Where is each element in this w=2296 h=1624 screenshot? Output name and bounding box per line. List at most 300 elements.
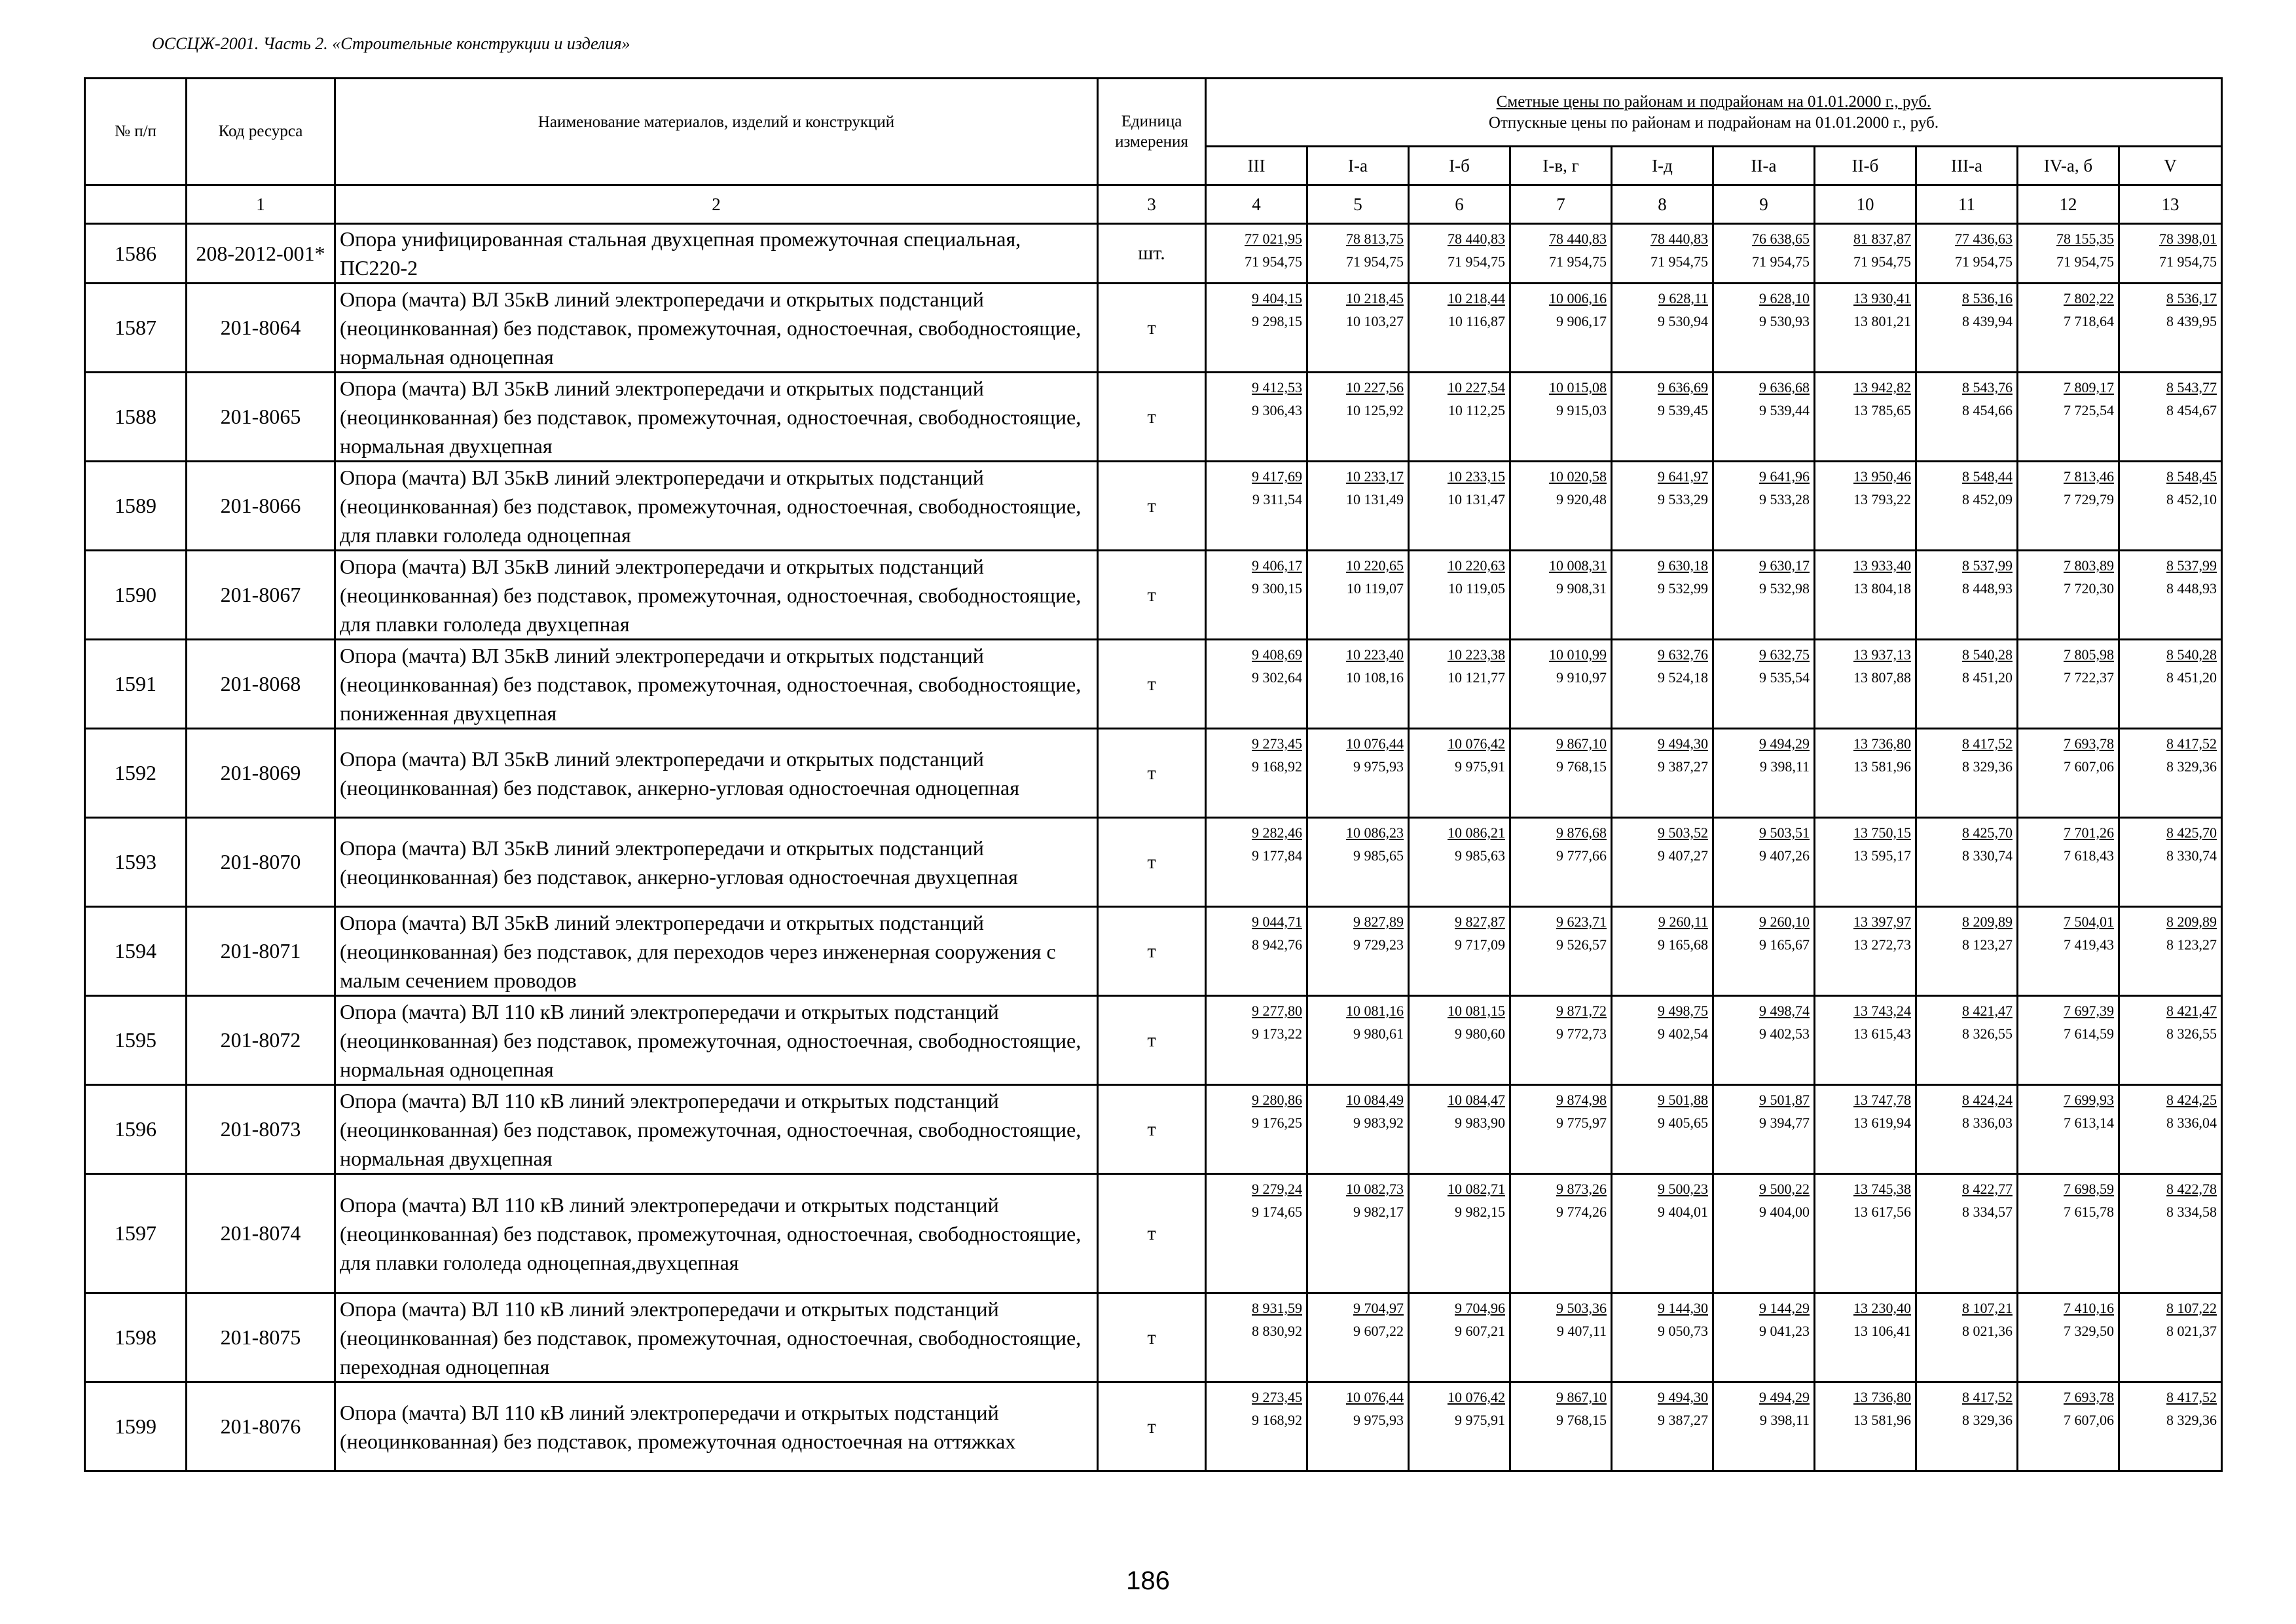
release-price: 9 311,54 (1252, 491, 1302, 507)
estimated-price: 9 277,80 (1252, 1003, 1302, 1019)
estimated-price: 13 937,13 (1853, 646, 1911, 663)
item-name: Опора (мачта) ВЛ 110 кВ линий электропередачи и открытых подстанций (неоцинкованная) без подставок, промежуточная, одностоечная, свободностоящие, для плавки гололеда одноцепная,двухцепная (335, 1174, 1098, 1293)
unit-of-measure: т (1098, 284, 1206, 373)
release-price: 10 131,47 (1448, 491, 1505, 507)
release-price: 7 614,59 (2064, 1025, 2114, 1042)
table-row (85, 284, 2222, 373)
price-cell (1206, 551, 1307, 640)
region-header: IV-а, б (2018, 147, 2119, 185)
page-header: ОССЦЖ-2001. Часть 2. «Строительные конструкции и изделия» (152, 34, 630, 53)
estimated-price: 7 805,98 (2064, 646, 2114, 663)
release-price: 9 983,92 (1353, 1115, 1404, 1131)
price-cell (1612, 462, 1713, 551)
release-price: 8 942,76 (1252, 936, 1302, 953)
estimated-price: 9 501,88 (1658, 1092, 1708, 1108)
release-price: 10 131,49 (1346, 491, 1404, 507)
row-number: 1595 (85, 996, 187, 1085)
estimated-price: 9 501,87 (1759, 1092, 1810, 1108)
price-cell (1307, 551, 1409, 640)
column-number: 2 (335, 185, 1098, 224)
release-price: 9 975,91 (1455, 1412, 1505, 1428)
estimated-price: 7 693,78 (2064, 735, 2114, 752)
estimated-price: 9 871,72 (1556, 1003, 1607, 1019)
estimated-price: 9 260,11 (1658, 913, 1708, 930)
unit-of-measure: т (1098, 1382, 1206, 1471)
release-price: 9 768,15 (1556, 1412, 1607, 1428)
estimated-price: 76 638,65 (1752, 231, 1810, 247)
table-row (85, 907, 2222, 996)
release-price: 9 402,53 (1759, 1025, 1810, 1042)
page-number: 186 (1126, 1566, 1170, 1595)
estimated-price: 8 543,77 (2166, 379, 2217, 396)
region-header: I-а (1307, 147, 1409, 185)
release-price: 9 772,73 (1556, 1025, 1607, 1042)
table-row (85, 818, 2222, 907)
price-cell (1916, 818, 2018, 907)
release-price: 10 125,92 (1346, 402, 1404, 418)
estimated-price: 78 440,83 (1549, 231, 1607, 247)
release-price: 13 615,43 (1853, 1025, 1911, 1042)
estimated-price: 13 747,78 (1853, 1092, 1911, 1108)
unit-of-measure: т (1098, 996, 1206, 1085)
estimated-price: 8 931,59 (1252, 1300, 1302, 1316)
release-price: 9 532,98 (1759, 580, 1810, 597)
estimated-price: 8 417,52 (1962, 735, 2013, 752)
price-cell (2018, 1293, 2119, 1382)
release-price: 13 581,96 (1853, 1412, 1911, 1428)
estimated-price: 78 155,35 (2056, 231, 2114, 247)
release-price: 8 329,36 (1962, 1412, 2013, 1428)
estimated-price: 7 693,78 (2064, 1389, 2114, 1405)
release-price: 71 954,75 (1853, 253, 1911, 270)
estimated-price: 81 837,87 (1853, 231, 1911, 247)
release-price: 8 336,04 (2166, 1115, 2217, 1131)
price-cell (1713, 1382, 1815, 1471)
price-cell (1815, 818, 1916, 907)
header-prices-otpusk: Отпускные цены по районам и подрайонам на 01.01.2000 г., руб. (1488, 113, 1939, 132)
estimated-price: 9 494,30 (1658, 735, 1708, 752)
release-price: 13 617,56 (1853, 1204, 1911, 1220)
price-cell (1815, 373, 1916, 462)
estimated-price: 10 015,08 (1549, 379, 1607, 396)
price-cell (1815, 640, 1916, 729)
price-cell (1815, 1293, 1916, 1382)
price-cell (1206, 1293, 1307, 1382)
release-price: 71 954,75 (2056, 253, 2114, 270)
release-price: 9 405,65 (1658, 1115, 1708, 1131)
estimated-price: 8 536,17 (2166, 290, 2217, 306)
release-price: 9 398,11 (1759, 1412, 1810, 1428)
column-number: 12 (2018, 185, 2119, 224)
price-cell (2119, 818, 2222, 907)
price-cell (1713, 284, 1815, 373)
estimated-price: 7 698,59 (2064, 1181, 2114, 1197)
estimated-price: 9 641,96 (1759, 468, 1810, 485)
estimated-price: 10 084,49 (1346, 1092, 1404, 1108)
column-number: 5 (1307, 185, 1409, 224)
release-price: 9 729,23 (1353, 936, 1404, 953)
price-cell (1510, 818, 1612, 907)
release-price: 8 326,55 (1962, 1025, 2013, 1042)
estimated-price: 8 107,21 (1962, 1300, 2013, 1316)
price-cell (2119, 551, 2222, 640)
release-price: 13 785,65 (1853, 402, 1911, 418)
price-cell (2119, 996, 2222, 1085)
column-number: 6 (1409, 185, 1510, 224)
release-price: 9 920,48 (1556, 491, 1607, 507)
unit-of-measure: т (1098, 640, 1206, 729)
row-number: 1596 (85, 1085, 187, 1174)
price-cell (1916, 551, 2018, 640)
price-cell (1206, 1382, 1307, 1471)
estimated-price: 9 873,26 (1556, 1181, 1607, 1197)
estimated-price: 10 227,56 (1346, 379, 1404, 396)
table-row (85, 373, 2222, 462)
estimated-price: 13 942,82 (1853, 379, 1911, 396)
price-cell (1916, 640, 2018, 729)
release-price: 9 985,65 (1353, 847, 1404, 864)
release-price: 9 777,66 (1556, 847, 1607, 864)
estimated-price: 78 398,01 (2159, 231, 2217, 247)
price-cell (1713, 462, 1815, 551)
estimated-price: 9 827,87 (1455, 913, 1505, 930)
estimated-price: 10 082,73 (1346, 1181, 1404, 1197)
price-cell (2119, 462, 2222, 551)
price-cell (1307, 462, 1409, 551)
release-price: 9 908,31 (1556, 580, 1607, 597)
price-cell (2018, 907, 2119, 996)
estimated-price: 8 536,16 (1962, 290, 2013, 306)
release-price: 8 439,94 (1962, 313, 2013, 329)
release-price: 9 607,21 (1455, 1323, 1505, 1339)
price-cell (1612, 640, 1713, 729)
release-price: 8 452,10 (2166, 491, 2217, 507)
estimated-price: 9 636,69 (1658, 379, 1708, 396)
row-number: 1590 (85, 551, 187, 640)
price-cell (2018, 1382, 2119, 1471)
price-cell (1713, 551, 1815, 640)
price-cell (1510, 551, 1612, 640)
release-price: 8 021,37 (2166, 1323, 2217, 1339)
release-price: 9 975,93 (1353, 758, 1404, 775)
column-number: 4 (1206, 185, 1307, 224)
price-cell (1307, 1293, 1409, 1382)
estimated-price: 9 500,22 (1759, 1181, 1810, 1197)
resource-code: 201-8066 (187, 462, 335, 551)
price-cell (1206, 729, 1307, 818)
estimated-price: 10 220,63 (1448, 557, 1505, 574)
table-row (85, 1382, 2222, 1471)
estimated-price: 10 008,31 (1549, 557, 1607, 574)
estimated-price: 8 417,52 (1962, 1389, 2013, 1405)
price-cell (1206, 996, 1307, 1085)
row-number: 1589 (85, 462, 187, 551)
estimated-price: 9 044,71 (1252, 913, 1302, 930)
header-prices-smeta: Сметные цены по районам и подрайонам на 01.01.2000 г., руб. (1496, 93, 1931, 111)
header-num: № п/п (85, 79, 187, 185)
price-cell (1612, 1174, 1713, 1293)
release-price: 9 533,29 (1658, 491, 1708, 507)
release-price: 10 103,27 (1346, 313, 1404, 329)
release-price: 9 407,11 (1556, 1323, 1607, 1339)
price-cell (1206, 284, 1307, 373)
release-price: 9 980,61 (1353, 1025, 1404, 1042)
price-cell (1815, 729, 1916, 818)
estimated-price: 10 006,16 (1549, 290, 1607, 306)
price-cell (1815, 1174, 1916, 1293)
release-price: 9 985,63 (1455, 847, 1505, 864)
estimated-price: 10 223,38 (1448, 646, 1505, 663)
price-cell (1612, 284, 1713, 373)
item-name: Опора (мачта) ВЛ 35кВ линий электропередачи и открытых подстанций (неоцинкованная) без подставок, промежуточная, одностоечная, свободностоящие, пониженная двухцепная (335, 640, 1098, 729)
release-price: 9 168,92 (1252, 758, 1302, 775)
price-cell (1206, 462, 1307, 551)
release-price: 8 451,20 (2166, 669, 2217, 686)
price-cell (1612, 224, 1713, 284)
price-cell (1307, 1085, 1409, 1174)
estimated-price: 9 503,52 (1658, 824, 1708, 841)
release-price: 9 173,22 (1252, 1025, 1302, 1042)
release-price: 9 975,91 (1455, 758, 1505, 775)
estimated-price: 13 750,15 (1853, 824, 1911, 841)
release-price: 10 119,07 (1346, 580, 1404, 597)
price-cell (1510, 462, 1612, 551)
estimated-price: 8 209,89 (2166, 913, 2217, 930)
release-price: 13 801,21 (1853, 313, 1911, 329)
estimated-price: 8 422,77 (1962, 1181, 2013, 1197)
price-cell (1916, 373, 2018, 462)
unit-of-measure: т (1098, 373, 1206, 462)
unit-of-measure: т (1098, 729, 1206, 818)
estimated-price: 7 803,89 (2064, 557, 2114, 574)
item-name: Опора (мачта) ВЛ 35кВ линий электропередачи и открытых подстанций (неоцинкованная) без подставок, анкерно-угловая одностоечная одноцепная (335, 729, 1098, 818)
estimated-price: 7 699,93 (2064, 1092, 2114, 1108)
release-price: 10 116,87 (1448, 313, 1505, 329)
price-cell (1916, 224, 2018, 284)
column-number-blank (85, 185, 187, 224)
price-cell (2119, 729, 2222, 818)
estimated-price: 9 494,30 (1658, 1389, 1708, 1405)
release-price: 9 407,27 (1658, 847, 1708, 864)
estimated-price: 10 010,99 (1549, 646, 1607, 663)
price-cell (1916, 1085, 2018, 1174)
estimated-price: 10 086,21 (1448, 824, 1505, 841)
estimated-price: 9 408,69 (1252, 646, 1302, 663)
release-price: 7 607,06 (2064, 758, 2114, 775)
price-cell (2119, 1174, 2222, 1293)
unit-of-measure: шт. (1098, 224, 1206, 284)
price-cell (1815, 224, 1916, 284)
table-row (85, 462, 2222, 551)
unit-of-measure: т (1098, 1085, 1206, 1174)
release-price: 8 123,27 (2166, 936, 2217, 953)
release-price: 8 439,95 (2166, 313, 2217, 329)
price-cell (1713, 224, 1815, 284)
item-name: Опора унифицированная стальная двухцепная промежуточная специальная, ПС220-2 (335, 224, 1098, 284)
column-number: 11 (1916, 185, 2018, 224)
price-cell (1307, 729, 1409, 818)
price-cell (1510, 1382, 1612, 1471)
unit-of-measure: т (1098, 818, 1206, 907)
header-code: Код ресурса (187, 79, 335, 185)
release-price: 7 615,78 (2064, 1204, 2114, 1220)
estimated-price: 9 260,10 (1759, 913, 1810, 930)
release-price: 7 718,64 (2064, 313, 2114, 329)
estimated-price: 9 494,29 (1759, 735, 1810, 752)
column-number: 3 (1098, 185, 1206, 224)
price-cell (1307, 996, 1409, 1085)
estimated-price: 9 704,97 (1353, 1300, 1404, 1316)
resource-code: 201-8073 (187, 1085, 335, 1174)
release-price: 71 954,75 (1245, 253, 1302, 270)
estimated-price: 9 417,69 (1252, 468, 1302, 485)
price-cell (1916, 284, 2018, 373)
estimated-price: 7 809,17 (2064, 379, 2114, 396)
release-price: 8 021,36 (1962, 1323, 2013, 1339)
estimated-price: 9 273,45 (1252, 1389, 1302, 1405)
resource-code: 201-8074 (187, 1174, 335, 1293)
price-cell (1409, 1382, 1510, 1471)
region-header: II-а (1713, 147, 1815, 185)
release-price: 8 454,67 (2166, 402, 2217, 418)
price-cell (2119, 284, 2222, 373)
price-cell (1612, 373, 1713, 462)
header-prices (1206, 79, 2222, 147)
price-cell (1510, 373, 1612, 462)
estimated-price: 78 440,83 (1650, 231, 1708, 247)
estimated-price: 10 076,44 (1346, 1389, 1404, 1405)
release-price: 13 581,96 (1853, 758, 1911, 775)
price-cell (1409, 907, 1510, 996)
estimated-price: 7 701,26 (2064, 824, 2114, 841)
column-number: 10 (1815, 185, 1916, 224)
resource-code: 201-8064 (187, 284, 335, 373)
price-cell (1815, 907, 1916, 996)
price-cell (1307, 907, 1409, 996)
release-price: 9 982,17 (1353, 1204, 1404, 1220)
estimated-price: 77 436,63 (1955, 231, 2013, 247)
unit-of-measure: т (1098, 462, 1206, 551)
price-cell (2018, 640, 2119, 729)
release-price: 8 334,57 (1962, 1204, 2013, 1220)
estimated-price: 13 743,24 (1853, 1003, 1911, 1019)
estimated-price: 10 084,47 (1448, 1092, 1505, 1108)
estimated-price: 13 950,46 (1853, 468, 1911, 485)
release-price: 9 983,90 (1455, 1115, 1505, 1131)
estimated-price: 8 107,22 (2166, 1300, 2217, 1316)
item-name: Опора (мачта) ВЛ 35кВ линий электропередачи и открытых подстанций (неоцинкованная) без подставок, промежуточная, одностоечная, свободностоящие, для плавки гололеда двухцепная (335, 551, 1098, 640)
estimated-price: 9 503,36 (1556, 1300, 1607, 1316)
price-cell (1307, 818, 1409, 907)
release-price: 7 729,79 (2064, 491, 2114, 507)
price-cell (2119, 1382, 2222, 1471)
estimated-price: 9 867,10 (1556, 735, 1607, 752)
estimated-price: 8 425,70 (2166, 824, 2217, 841)
price-cell (1713, 373, 1815, 462)
release-price: 9 768,15 (1556, 758, 1607, 775)
estimated-price: 10 076,42 (1448, 735, 1505, 752)
price-cell (2119, 1293, 2222, 1382)
price-cell (2119, 640, 2222, 729)
price-cell (1409, 284, 1510, 373)
table-row (85, 551, 2222, 640)
estimated-price: 9 630,18 (1658, 557, 1708, 574)
release-price: 9 533,28 (1759, 491, 1810, 507)
table-row (85, 640, 2222, 729)
price-cell (1206, 818, 1307, 907)
price-cell (1307, 284, 1409, 373)
unit-of-measure: т (1098, 907, 1206, 996)
release-price: 71 954,75 (2159, 253, 2217, 270)
release-price: 13 272,73 (1853, 936, 1911, 953)
estimated-price: 9 494,29 (1759, 1389, 1810, 1405)
estimated-price: 8 424,25 (2166, 1092, 2217, 1108)
release-price: 8 329,36 (2166, 758, 2217, 775)
release-price: 71 954,75 (1955, 253, 2013, 270)
unit-of-measure: т (1098, 551, 1206, 640)
estimated-price: 9 874,98 (1556, 1092, 1607, 1108)
region-header: III-а (1916, 147, 2018, 185)
estimated-price: 9 503,51 (1759, 824, 1810, 841)
estimated-price: 8 540,28 (1962, 646, 2013, 663)
price-cell (1815, 996, 1916, 1085)
price-cell (1409, 729, 1510, 818)
price-cell (1510, 907, 1612, 996)
price-cell (1206, 1174, 1307, 1293)
release-price: 71 954,75 (1650, 253, 1708, 270)
region-header: I-в, г (1510, 147, 1612, 185)
release-price: 9 041,23 (1759, 1323, 1810, 1339)
item-name: Опора (мачта) ВЛ 35кВ линий электропередачи и открытых подстанций (неоцинкованная) без подставок, анкерно-угловая одностоечная двухцепная (335, 818, 1098, 907)
estimated-price: 7 410,16 (2064, 1300, 2114, 1316)
release-price: 9 168,92 (1252, 1412, 1302, 1428)
estimated-price: 8 548,44 (1962, 468, 2013, 485)
release-price: 8 329,36 (1962, 758, 2013, 775)
region-header: III (1206, 147, 1307, 185)
resource-code: 201-8065 (187, 373, 335, 462)
price-cell (1307, 1174, 1409, 1293)
price-cell (1510, 996, 1612, 1085)
release-price: 8 330,74 (2166, 847, 2217, 864)
estimated-price: 9 632,75 (1759, 646, 1810, 663)
item-name: Опора (мачта) ВЛ 35кВ линий электропередачи и открытых подстанций (неоцинкованная) без подставок, промежуточная, одностоечная, свободностоящие, нормальная одноцепная (335, 284, 1098, 373)
item-name: Опора (мачта) ВЛ 110 кВ линий электропередачи и открытых подстанций (неоцинкованная) без подставок, промежуточная, одностоечная, свободностоящие, нормальная одноцепная (335, 996, 1098, 1085)
price-cell (1510, 1293, 1612, 1382)
item-name: Опора (мачта) ВЛ 35кВ линий электропередачи и открытых подстанций (неоцинкованная) без подставок, для переходов через инженерная сооружения с малым сечением проводов (335, 907, 1098, 996)
release-price: 10 112,25 (1448, 402, 1505, 418)
price-cell (1713, 818, 1815, 907)
estimated-price: 9 144,30 (1658, 1300, 1708, 1316)
price-cell (1713, 1174, 1815, 1293)
estimated-price: 13 397,97 (1853, 913, 1911, 930)
resource-code: 201-8076 (187, 1382, 335, 1471)
release-price: 9 980,60 (1455, 1025, 1505, 1042)
price-cell (1713, 729, 1815, 818)
estimated-price: 7 504,01 (2064, 913, 2114, 930)
release-price: 9 165,67 (1759, 936, 1810, 953)
estimated-price: 9 636,68 (1759, 379, 1810, 396)
price-cell (1409, 373, 1510, 462)
release-price: 8 326,55 (2166, 1025, 2217, 1042)
release-price: 9 539,44 (1759, 402, 1810, 418)
estimated-price: 8 422,78 (2166, 1181, 2217, 1197)
release-price: 9 404,01 (1658, 1204, 1708, 1220)
estimated-price: 10 218,44 (1448, 290, 1505, 306)
header-unit: Единица измерения (1098, 79, 1206, 185)
estimated-price: 13 745,38 (1853, 1181, 1911, 1197)
row-number: 1588 (85, 373, 187, 462)
release-price: 9 176,25 (1252, 1115, 1302, 1131)
